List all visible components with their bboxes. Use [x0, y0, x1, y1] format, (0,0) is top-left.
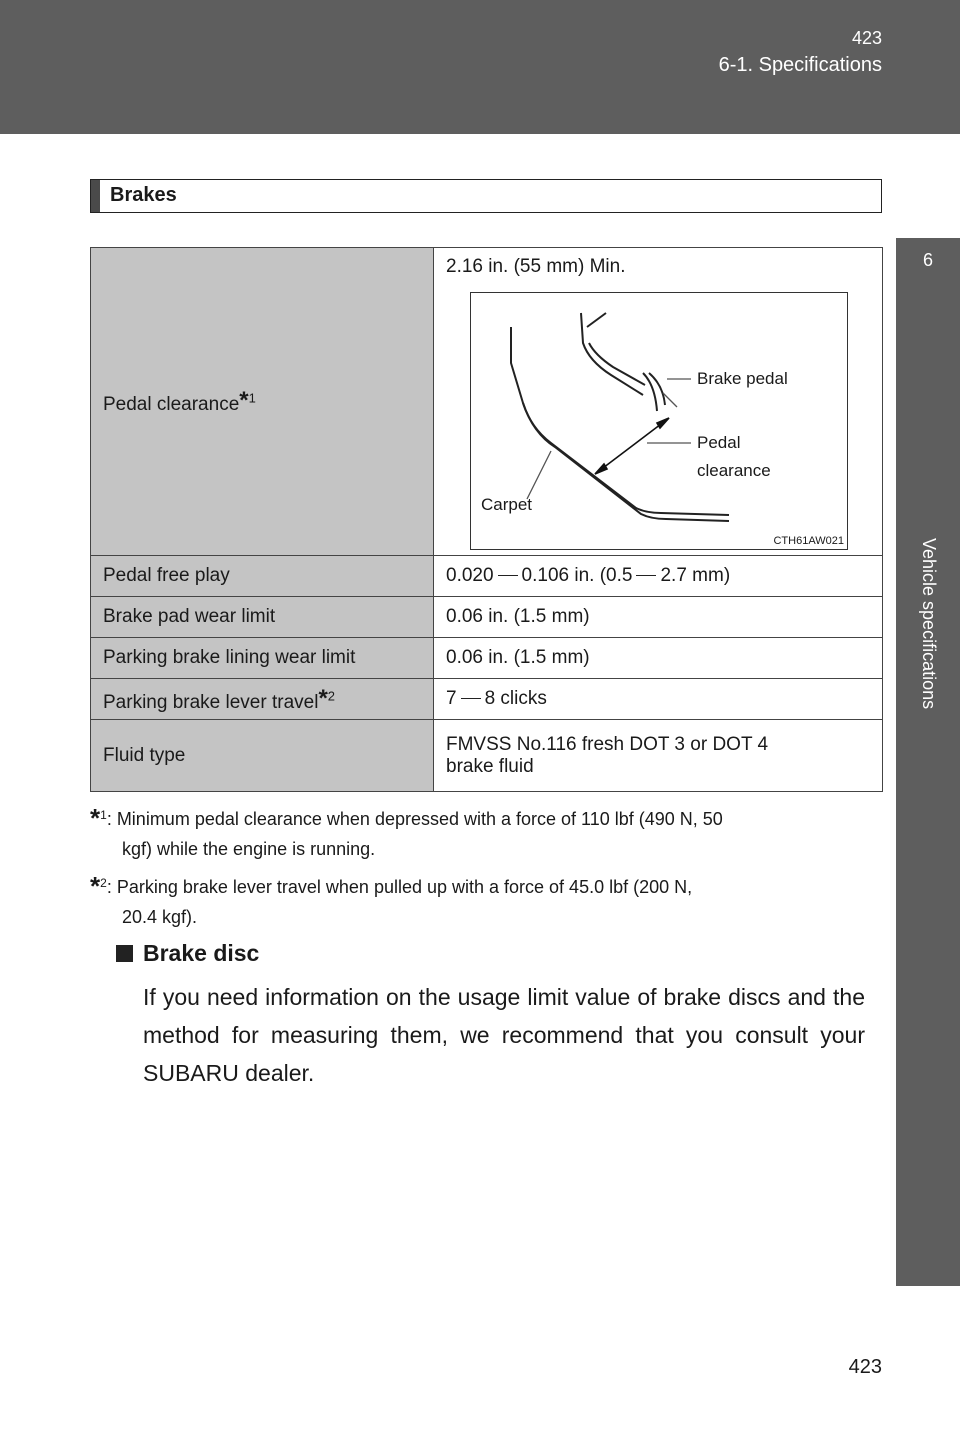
row-value [434, 720, 883, 792]
footnote-number: 1 [100, 808, 107, 822]
label-text: Parking brake lever travel [103, 691, 319, 713]
subsection-body: If you need information on the usage limit value of brake discs and the method for measuring them, we recommend that you consult your SUBARU dealer. [143, 984, 865, 1086]
label-text: Pedal clearance [103, 394, 240, 415]
value-part: 0.020 [446, 565, 494, 586]
table-row [91, 597, 883, 638]
footnote-ref: 2 [327, 688, 336, 704]
row-label [91, 248, 434, 556]
pedal-label: Pedal [697, 433, 741, 452]
brake-pedal-label: Brake pedal [697, 369, 788, 388]
chapter-tab[interactable] [896, 238, 960, 1286]
footnote-star: * [90, 871, 101, 901]
subsection-heading [116, 940, 259, 967]
range-dash [498, 575, 518, 576]
table-row [91, 556, 883, 597]
footnote-star: * [239, 387, 249, 414]
page-number: 423 [848, 1356, 882, 1378]
row-label: Brake pad wear limit [91, 597, 434, 638]
row-value: 0.06 in. (1.5 mm) [434, 638, 883, 679]
square-bullet-icon [116, 945, 133, 962]
figure-code: CTH61AW021 [773, 535, 844, 547]
value-part: 7 [446, 688, 457, 709]
footnote-text: : Parking brake lever travel when pulled up with a force of 45.0 lbf (200 N, [106, 877, 693, 897]
row-label: Pedal free play [91, 556, 434, 597]
header-page-number: 423 [851, 28, 882, 48]
value-part: 0.106 in. (0.5 [521, 565, 633, 586]
value-line: FMVSS No.116 fresh DOT 3 or DOT 4 [446, 733, 769, 755]
row-value [434, 556, 883, 597]
footnote-text: : Minimum pedal clearance when depressed with a force of 110 lbf (490 N, 50 [106, 809, 723, 829]
footnote-star: * [318, 684, 328, 712]
table-row [91, 248, 883, 556]
page-header [0, 0, 960, 134]
chapter-tab-number: 6 [922, 250, 933, 270]
row-label [91, 679, 434, 720]
subsection-title: Brake disc [143, 940, 260, 966]
footnote-continuation: 20.4 kgf). [122, 907, 198, 927]
footnote-star: * [90, 803, 101, 833]
footnote-1 [90, 800, 885, 864]
brake-pedal-diagram [470, 292, 848, 550]
table-row [91, 638, 883, 679]
section-bar-accent [91, 180, 100, 212]
range-dash [461, 698, 481, 699]
table-row [91, 720, 883, 792]
chapter-tab-label: Vehicle specifications [919, 538, 939, 710]
table-row [91, 679, 883, 720]
row-value: 0.06 in. (1.5 mm) [434, 597, 883, 638]
value-line: brake fluid [446, 755, 534, 777]
section-title: Brakes [110, 184, 177, 206]
footnote-ref: 1 [248, 390, 256, 406]
footnote-2 [90, 868, 885, 932]
value-part: 2.7 mm) [660, 565, 731, 586]
row-value [434, 248, 883, 556]
footnote-continuation: kgf) while the engine is running. [122, 839, 376, 859]
header-section-title: 6-1. Specifications [718, 54, 882, 76]
brake-specs-table [90, 247, 883, 792]
row-label: Parking brake lining wear limit [91, 638, 434, 679]
range-dash [636, 575, 656, 576]
value-part: 8 clicks [484, 688, 547, 709]
carpet-label: Carpet [481, 495, 533, 514]
section-title-bar [90, 179, 882, 213]
clearance-label: clearance [697, 461, 771, 480]
pedal-clearance-value: 2.16 in. (55 mm) Min. [446, 256, 626, 277]
row-label: Fluid type [91, 720, 434, 792]
footnote-number: 2 [100, 876, 107, 890]
row-value [434, 679, 883, 720]
